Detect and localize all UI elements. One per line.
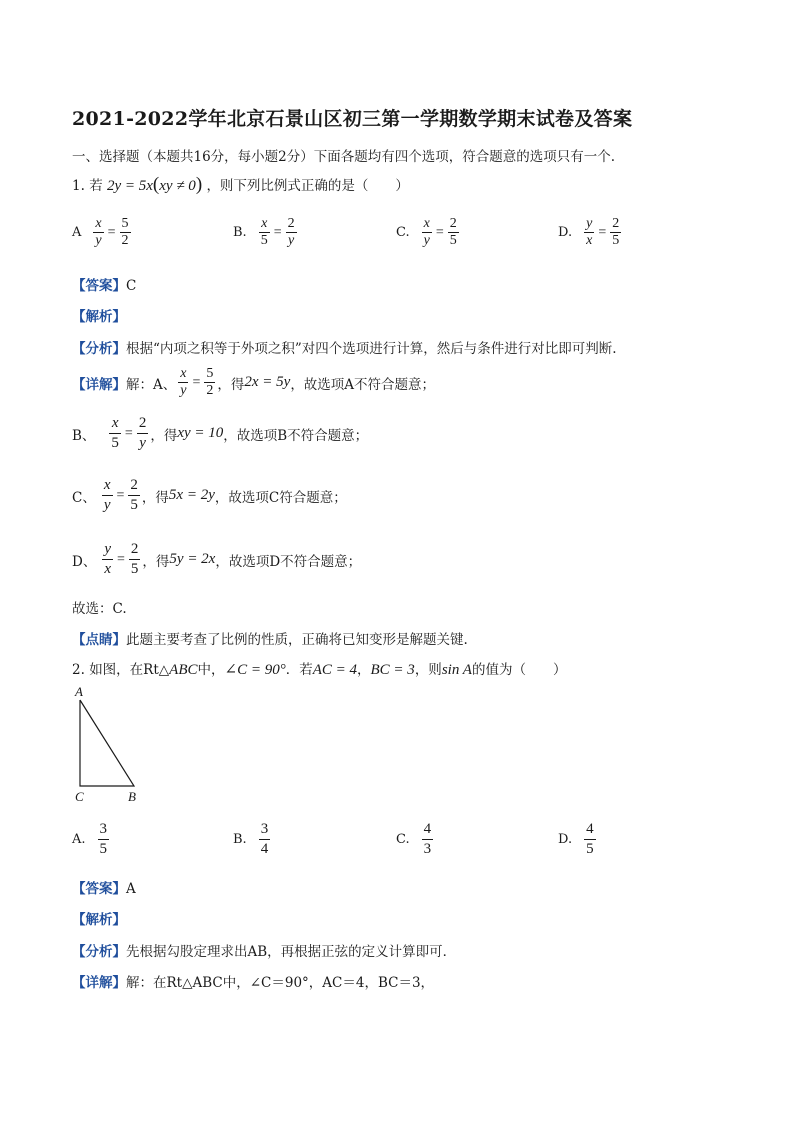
- q2-triangle-figure: [70, 684, 150, 806]
- q2-detail: 【详解】解：在Rt△ABC中，∠C＝90°，AC＝4，BC＝3，: [72, 975, 435, 991]
- q2-option-c: C. $\frac{4}{3}$: [396, 821, 432, 857]
- triangle-abc: [80, 700, 134, 786]
- vertex-label-b: B: [128, 789, 136, 804]
- q1-detail-d: D、 $\frac{y}{x}$ = $\frac{2}{5}$ ，得 5y = 2x ，故选项D不符合题意；: [72, 541, 362, 577]
- q1-conclusion: 故选：C.: [72, 601, 127, 617]
- q1-number: 1.: [72, 178, 85, 194]
- section-heading: 一、选择题（本题共16分，每小题2分）下面各题均有四个选项，符合题意的选项只有一个.: [72, 149, 616, 165]
- q2-answer: 【答案】A: [72, 881, 136, 897]
- q1-condition-eq: 2y = 5x: [106, 178, 153, 194]
- q2-option-d: D. $\frac{4}{5}$: [558, 821, 594, 857]
- q1-option-c: C. $\frac{x}{y}$ = $\frac{2}{5}$: [396, 216, 457, 248]
- q1-condition-nonzero: xy ≠ 0: [159, 178, 196, 194]
- q2-fenxi: 【分析】先根据勾股定理求出AB，再根据正弦的定义计算即可．: [72, 944, 457, 960]
- q1-suffix: ，则下列比例式正确的是（ ）: [206, 178, 409, 194]
- q1-comment: 【点睛】此题主要考查了比例的性质，正确将已知变形是解题关键.: [72, 632, 468, 648]
- q1-option-a: A $\frac{x}{y}$ = $\frac{5}{2}$: [72, 216, 129, 248]
- vertex-label-a: A: [75, 684, 83, 699]
- q2-option-a: A. $\frac{3}{5}$: [72, 821, 108, 857]
- q1-option-b: B. $\frac{x}{5}$ = $\frac{2}{y}$: [233, 216, 295, 248]
- q2-option-b: B. $\frac{3}{4}$: [233, 821, 269, 857]
- q1-detail-c: C、 $\frac{x}{y}$ = $\frac{2}{5}$ ，得 5x = 2y ，故选项C符合题意；: [72, 477, 347, 513]
- q1-detail-a: 【详解】 解：A、 $\frac{x}{y}$ = $\frac{5}{2}$ ，得 2x = 5y ，故选项A不符合题意；: [72, 366, 436, 398]
- q2-analysis-heading: 【解析】: [72, 912, 126, 928]
- q1-option-d: D. $\frac{y}{x}$ = $\frac{2}{5}$: [558, 216, 620, 248]
- q1-detail-b: B、 $\frac{x}{5}$ = $\frac{2}{y}$ ，得 xy = 10 ，故选项B不符合题意；: [72, 415, 369, 451]
- q1-answer: 【答案】C: [72, 278, 137, 294]
- q1-prefix: 若: [89, 178, 103, 194]
- q2-stem: 2. 如图，在Rt△ABC中，∠C = 90°．若AC = 4，BC = 3，则sin A的值为（ ）: [72, 662, 567, 678]
- q1-condition: 2y = 5x(xy ≠ 0): [106, 174, 203, 195]
- page-title: 2021-2022学年北京石景山区初三第一学期数学期末试卷及答案: [72, 108, 633, 130]
- vertex-label-c: C: [75, 789, 84, 804]
- q1-fenxi: 【分析】根据“内项之积等于外项之积”对四个选项进行计算，然后与条件进行对比即可判断.: [72, 341, 617, 357]
- q1-stem: [72, 174, 409, 196]
- q1-analysis-heading: 【解析】: [72, 309, 126, 325]
